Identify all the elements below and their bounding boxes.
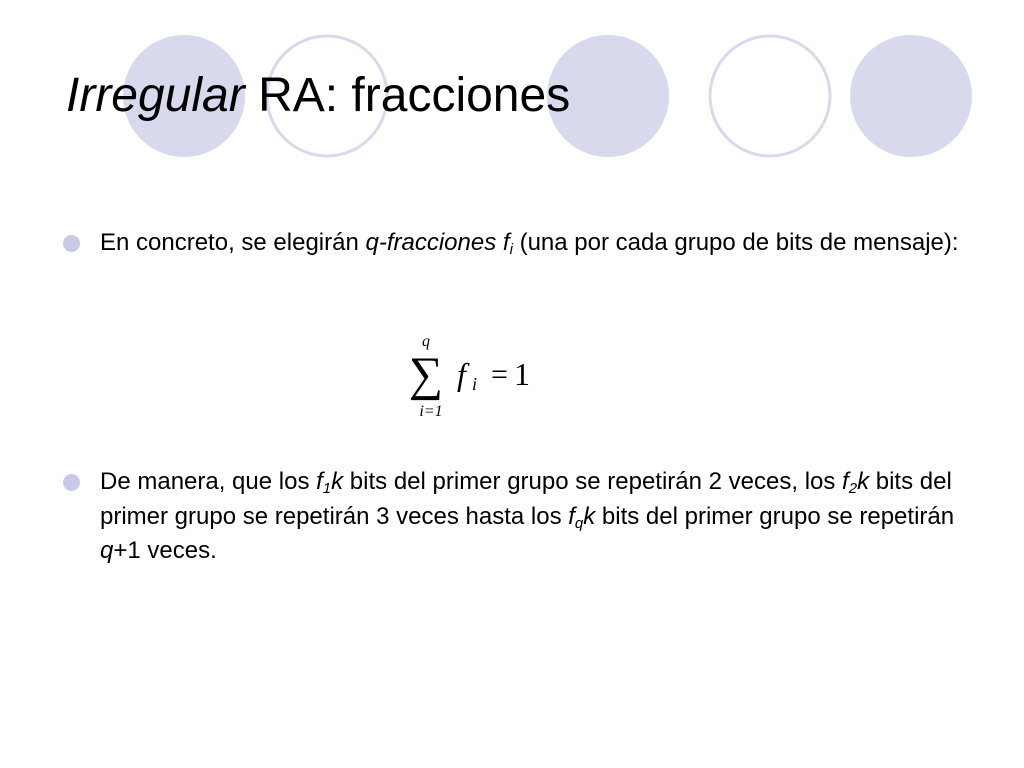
sum-term-sub: i <box>472 374 478 394</box>
b2-k1: k <box>331 468 344 495</box>
circle-filled-3 <box>850 35 972 157</box>
b1-f: f <box>502 229 510 256</box>
sum-rhs: 1 <box>514 356 530 392</box>
b2-text-2: bits del primer grupo se repetirán 2 veces, los <box>343 468 843 495</box>
bullet-marker-2 <box>63 474 80 491</box>
sum-symbol: ∑ <box>408 348 444 401</box>
b1-space <box>496 229 503 256</box>
b2-f1-sub: 1 <box>322 480 332 497</box>
b2-q: q <box>100 537 114 564</box>
bullet-text-1 <box>100 226 970 261</box>
b2-f2-sub: 2 <box>848 480 858 497</box>
sum-equals: = <box>491 358 508 391</box>
title-rest: RA: fracciones <box>244 69 571 122</box>
title-italic: Irregular <box>66 69 245 122</box>
b1-text-end: (una por cada grupo de bits de mensaje): <box>512 229 959 256</box>
b2-text-3: bits del primer grupo se repetirán 3 veces hasta los <box>100 468 952 530</box>
sum-lower-limit: i=1 <box>419 403 443 420</box>
b2-f1: f <box>316 468 323 495</box>
slide-title <box>66 66 570 126</box>
b1-q-fracciones: q-fracciones <box>365 229 497 256</box>
b1-text: En concreto, se elegirán <box>100 229 366 256</box>
sum-term: f <box>457 356 466 392</box>
circle-outline-2 <box>710 36 830 156</box>
b2-kq: k <box>583 502 596 530</box>
b2-f2: f <box>842 468 849 495</box>
bullet-text-2 <box>100 465 970 569</box>
b2-fq: f <box>568 502 575 530</box>
sum-upper-limit: q <box>422 333 430 350</box>
b2-fq-sub: q <box>574 514 584 532</box>
bullet-marker-1 <box>63 235 80 252</box>
sum-formula <box>400 330 550 425</box>
b2-text-5: +1 veces. <box>113 537 217 564</box>
b1-f-sub: i <box>509 241 513 258</box>
b2-text-4: bits del primer grupo se repetirán <box>595 502 955 530</box>
b2-text-1: De manera, que los <box>100 468 317 495</box>
b2-k2: k <box>857 468 870 495</box>
